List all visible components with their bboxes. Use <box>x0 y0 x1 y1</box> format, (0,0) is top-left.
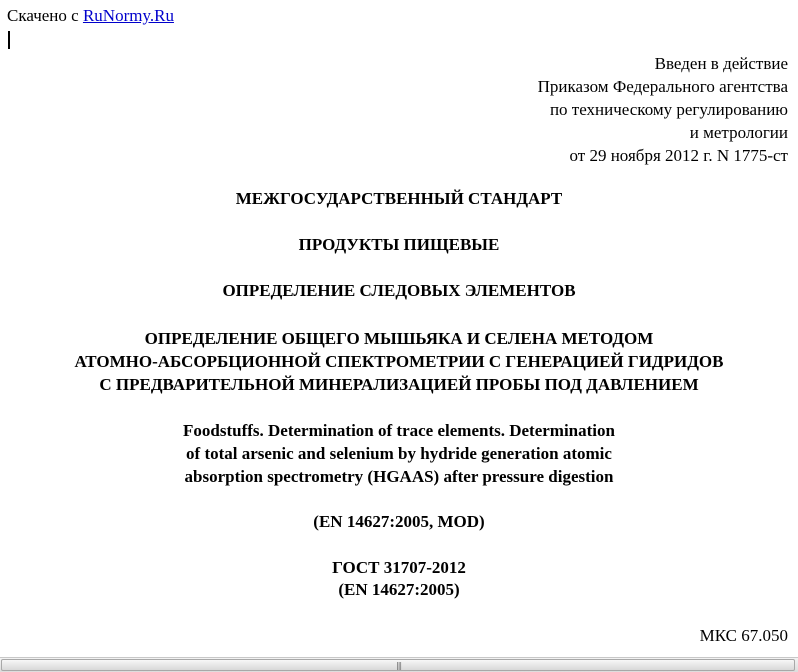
standard-type-heading: МЕЖГОСУДАРСТВЕННЫЙ СТАНДАРТ <box>235 189 563 208</box>
intro-line: Приказом Федерального агентства <box>537 77 788 96</box>
mks-code: МКС 67.050 <box>699 626 788 645</box>
english-title-line: Foodstuffs. Determination of trace elements. Determination <box>183 421 615 440</box>
products-heading: ПРОДУКТЫ ПИЩЕВЫЕ <box>298 235 500 254</box>
download-source-line <box>7 6 174 26</box>
method-title-line: С ПРЕДВАРИТЕЛЬНОЙ МИНЕРАЛИЗАЦИЕЙ ПРОБЫ ПОД ДАВЛЕНИЕМ <box>99 375 699 394</box>
intro-line: от 29 ноября 2012 г. N 1775-ст <box>569 146 788 165</box>
en-reference: (EN 14627:2005) <box>338 580 460 599</box>
method-title-line: ОПРЕДЕЛЕНИЕ ОБЩЕГО МЫШЬЯКА И СЕЛЕНА МЕТОДОМ <box>144 329 654 348</box>
gost-number: ГОСТ 31707-2012 <box>332 558 466 577</box>
method-title-line: АТОМНО-АБСОРБЦИОННОЙ СПЕКТРОМЕТРИИ С ГЕНЕРАЦИЕЙ ГИДРИДОВ <box>74 352 724 371</box>
english-title-line: absorption spectrometry (HGAAS) after pressure digestion <box>184 467 614 486</box>
scrollbar-grip-icon: ||| <box>396 661 402 670</box>
text-cursor <box>8 31 10 49</box>
english-title <box>0 419 798 488</box>
introduction-block <box>538 52 788 167</box>
subject-heading: ОПРЕДЕЛЕНИЕ СЛЕДОВЫХ ЭЛЕМЕНТОВ <box>222 281 576 300</box>
method-title <box>0 327 798 396</box>
intro-line: Введен в действие <box>654 54 788 73</box>
horizontal-scrollbar[interactable] <box>0 657 798 672</box>
scrollbar-thumb[interactable] <box>1 659 795 671</box>
gost-designation <box>0 557 798 601</box>
intro-line: и метрологии <box>689 123 788 142</box>
runormy-link[interactable]: RuNormy.Ru <box>82 6 174 25</box>
en-mod-reference: (EN 14627:2005, MOD) <box>313 512 485 531</box>
downloaded-prefix: Скачено с <box>7 6 83 25</box>
intro-line: по техническому регулированию <box>549 100 788 119</box>
english-title-line: of total arsenic and selenium by hydride generation atomic <box>186 444 612 463</box>
